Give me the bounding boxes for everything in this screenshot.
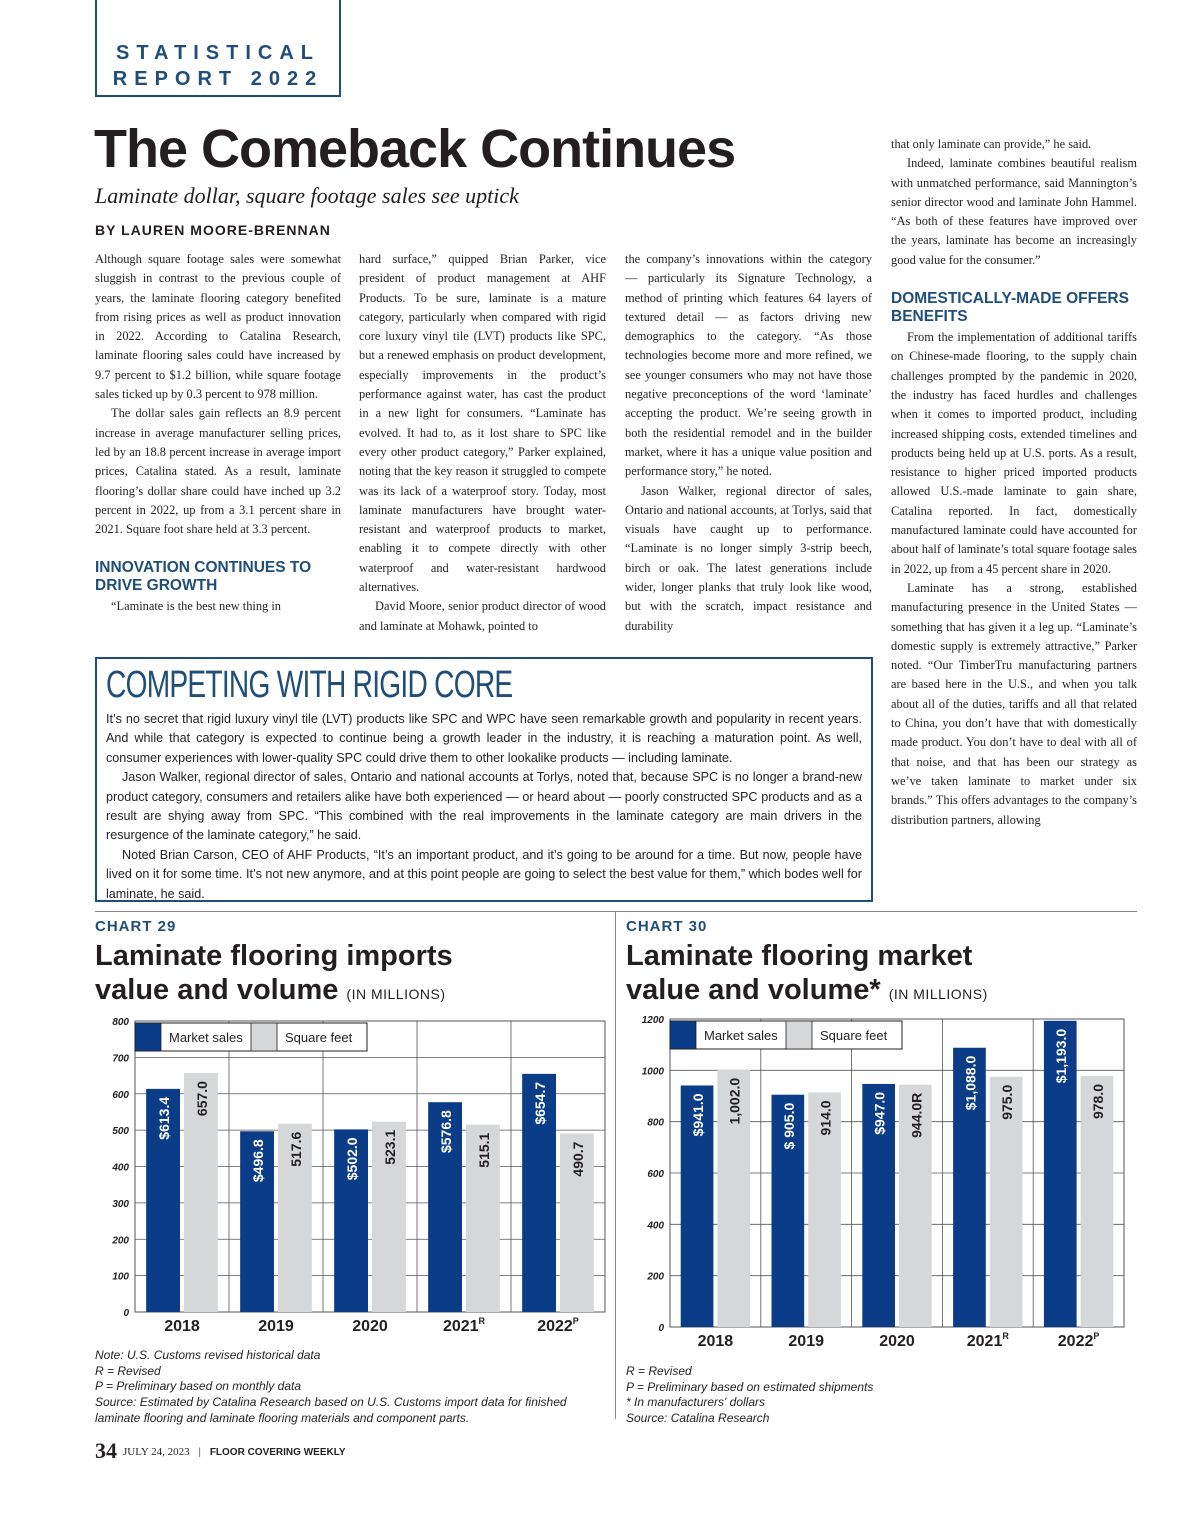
chart-29-title-line2-wrap: [95, 973, 453, 1011]
chart-note: Source: Catalina Research: [626, 1411, 770, 1426]
bar-value-label: $654.7: [532, 1081, 549, 1125]
bar-value-label: 914.0: [817, 1100, 834, 1136]
y-tick-label: 200: [112, 1235, 129, 1247]
chart-note: P = Preliminary based on monthly data: [95, 1379, 301, 1394]
legend-swatch-market-sales: [135, 1023, 161, 1051]
bar-value-label: $1,088.0: [962, 1055, 979, 1111]
paragraph: Jason Walker, regional director of sales, Ontario and national accounts, at Torlys, said that visuals have caught up to performance. “Laminate is no longer simply 3-strip beech, birch or oak. The latest generations include wider, longer planks that truly look like wood, but with the scratch, impact resistance and durability: [625, 483, 872, 633]
paragraph: hard surface,” quipped Brian Parker, vice president of product management at AHF Products. To be sure, laminate is a mature category, particularly when compared with rigid core luxury vinyl tile (LVT) products like SPC, but a renewed emphasis on product development, especially improvements in the product’s performance against water, has cast the product in a new light for consumers. “Laminate has evolved. It had to, as it lost share to SPC like every other product category,” Parker explained, noting that the key reason it struggled to compete was its lack of a waterproof story. Today, most laminate manufacturers have brought water-resistant and waterproof products to market, enabling it to compete directly with other waterproof and water-resistant hardwood alternatives.: [359, 252, 606, 595]
bar-value-label: 944.0R: [908, 1092, 925, 1138]
chart-30-plot: [626, 1010, 1138, 1360]
x-category-label: $2021^R$: [966, 1331, 1009, 1350]
bar-value-label: $576.8: [438, 1110, 455, 1154]
chart-29-title: [95, 939, 453, 1011]
bar-value-label: 978.0: [1089, 1083, 1106, 1120]
x-category-label: 2019: [788, 1333, 824, 1350]
sidebar-title: COMPETING WITH RIGID CORE: [106, 664, 513, 706]
bar-value-label: $941.0: [690, 1093, 707, 1137]
section-heading: DOMESTICALLY-MADE OFFERS BENEFITS: [891, 290, 1129, 326]
chart-30-notes: [626, 1364, 1136, 1427]
x-category-superscript: R: [1002, 1331, 1009, 1341]
x-category-label: 2018: [697, 1333, 734, 1350]
chart-30-title-line2: value and volume*: [626, 974, 881, 1006]
chart-29-label: CHART 29: [95, 918, 177, 935]
chart-30-title-line1: Laminate flooring market: [626, 940, 973, 972]
y-tick-label: 600: [112, 1089, 129, 1101]
paragraph: Indeed, laminate combines beautiful realism with unmatched performance, said Mannington’s senior director wood and laminate John Hammel. “As both of these features have improved over the years, laminate has become an increasingly good value for the consumer.”: [891, 156, 1137, 267]
bar-value-label: 517.6: [287, 1131, 304, 1167]
bar-value-label: 523.1: [381, 1129, 398, 1165]
sidebar-paragraph: Jason Walker, regional director of sales, Ontario and national accounts at Torlys, noted that, because SPC is no longer a brand-new product category, consumers and retailers alike have both experienced — or heard about — poorly constructed SPC products and as a result are shying away from SPC. “This combined with the real improvements in the laminate category are main drivers in the resurgence of the laminate category,” he said.: [106, 770, 862, 843]
x-category-label: 2020: [352, 1318, 388, 1335]
article-subheadline: Laminate dollar, square footage sales see uptick: [95, 183, 519, 208]
article-column-2: [359, 250, 606, 654]
paragraph: David Moore, senior product director of wood and laminate at Mohawk, pointed to: [359, 599, 606, 633]
chart-note: * In manufacturers' dollars: [626, 1395, 766, 1410]
paragraph: Although square footage sales were somewhat sluggish in contrast to the previous couple of years, the laminate flooring category benefited from rising prices as well as product innovation in 2022. According to Catalina Research, laminate flooring sales could have increased by 9.7 percent to $1.2 billion, while square footage sales ticked up by 0.3 percent to 978 million.: [95, 252, 341, 402]
paragraph: that only laminate can provide,” he said.: [891, 137, 1092, 151]
paragraph: the company’s innovations within the category — particularly its Signature Technology, a method of printing which features 64 layers of textured detail — as factors driving new demographics to the category. “As those technologies become more and more refined, we see younger consumers who may not have those negative preconceptions of the word ‘laminate’ accepting the product. We’re seeing growth in both the residential remodel and in the builder market, where it has a unique value position and performance story,” he noted.: [625, 252, 872, 479]
y-tick-label: 1200: [641, 1015, 664, 1026]
x-category-label: 2018: [164, 1318, 200, 1335]
article-column-1: [95, 250, 341, 654]
section-divider: [95, 911, 1137, 912]
paragraph: Laminate has a strong, established manufacturing presence in the United States — something that has given it a leg up. “Laminate’s domestic supply is extremely attractive,” Parker noted. “Our TimberTru manufacturing partners are based here in the U.S., and when you talk about all of the duties, tariffs and all that related to China, you don’t have that with domestically made product. You don’t have to deal with all of that noise, and that has been our strategy as we’ve taken laminate to market under six brands.” This offers advantages to the company’s distribution partners, allowing: [891, 580, 1137, 827]
chart-29-title-line2: value and volume: [95, 974, 339, 1006]
bar-value-label: 1,002.0: [726, 1077, 743, 1125]
x-category-label: 2020: [879, 1333, 915, 1350]
bar-value-label: 975.0: [999, 1084, 1016, 1120]
x-category-label: $2022^P$: [537, 1316, 579, 1335]
bar-value-label: $ 905.0: [780, 1102, 797, 1150]
bar-value-label: $613.4: [156, 1096, 173, 1140]
article-column-4: [891, 135, 1137, 907]
article-column-3: [625, 250, 872, 654]
x-category-superscript: P: [1093, 1331, 1100, 1341]
y-tick-label: 700: [112, 1053, 129, 1065]
sidebar-body: [106, 710, 862, 904]
page-number: 34: [95, 1438, 117, 1463]
section-label-box: [95, 0, 341, 97]
chart-note: Note: U.S. Customs revised historical data: [95, 1348, 321, 1362]
legend-label: Square feet: [285, 1030, 353, 1045]
chart-29-unit: (IN MILLIONS): [346, 986, 446, 1002]
legend-label: Market sales: [169, 1030, 243, 1045]
legend-label: Market sales: [704, 1028, 778, 1043]
article-headline: The Comeback Continues: [94, 119, 736, 179]
chart-note: R = Revised: [95, 1363, 161, 1378]
y-tick-label: 600: [647, 1169, 664, 1180]
section-label-line2: REPORT 2022: [112, 68, 324, 90]
chart-30-title-line2-wrap: [626, 973, 988, 1011]
section-label-line1: STATISTICAL: [115, 42, 321, 64]
sidebar-box: [95, 657, 873, 902]
sidebar-paragraph: Noted Brian Carson, CEO of AHF Products, “It’s an important product, and it’s going to be around for a time. But now, people have lived on it for some time. It’s not new anymore, and at this point people are going to select the best value for them,” which bodes well for laminate, he said.: [106, 847, 862, 901]
page-footer: [95, 1438, 346, 1464]
bar-value-label: $947.0: [871, 1091, 888, 1135]
legend-swatch-square-feet: [786, 1021, 812, 1049]
y-tick-label: 1000: [641, 1066, 664, 1078]
chart-note: R = Revised: [626, 1364, 692, 1378]
chart-30-unit: (IN MILLIONS): [888, 986, 988, 1002]
y-tick-label: 100: [112, 1271, 129, 1283]
bar-value-label: 515.1: [475, 1132, 492, 1168]
legend-swatch-square-feet: [251, 1023, 277, 1051]
paragraph: The dollar sales gain reflects an 8.9 percent increase in average manufacturer selling prices, led by an 18.8 percent increase in average import prices, Catalina stated. As a result, laminate flooring’s dollar share could have inched up 3.2 percent in 2022, up from a 3.1 percent share in 2021. Square foot share held at 3.3 percent.: [95, 406, 341, 537]
y-tick-label: 200: [647, 1271, 664, 1283]
chart-note: Source: Estimated by Catalina Research based on U.S. Customs import data for finished laminate flooring and laminate flooring materials and component parts.: [95, 1395, 567, 1425]
paragraph: “Laminate is the best new thing in: [111, 599, 281, 614]
x-category-label: $2021^R$: [442, 1316, 486, 1335]
x-category-superscript: P: [572, 1316, 579, 1326]
legend-swatch-market-sales: [670, 1021, 696, 1049]
x-category-label: $2022^P$: [1057, 1331, 1100, 1350]
y-tick-label: 300: [112, 1198, 129, 1210]
chart-30-title: [626, 939, 988, 1011]
y-tick-label: 400: [647, 1220, 664, 1232]
chart-29-plot: [95, 1014, 610, 1344]
bar-value-label: 490.7: [569, 1141, 586, 1177]
section-heading: INNOVATION CONTINUES TO DRIVE GROWTH: [95, 559, 312, 595]
y-tick-label: 800: [112, 1017, 129, 1028]
publication-name: FLOOR COVERING WEEKLY: [209, 1447, 346, 1458]
y-tick-label: 800: [647, 1117, 664, 1129]
chart-29-notes: [95, 1348, 610, 1427]
issue-date: JULY 24, 2023: [123, 1446, 190, 1458]
legend-label: Square feet: [820, 1028, 888, 1043]
bar-value-label: 657.0: [193, 1081, 210, 1117]
chart-29-title-line1: Laminate flooring imports: [95, 940, 453, 972]
chart-divider: [615, 911, 616, 1419]
y-tick-label: 0: [123, 1308, 129, 1319]
footer-separator: |: [198, 1447, 202, 1458]
sidebar-paragraph: It’s no secret that rigid luxury vinyl tile (LVT) products like SPC and WPC have seen remarkable growth and popularity in recent years. And while that category is expected to continue being a growth leader in the industry, it is reaching a maturation point. As well, consumer experiences with lower-quality SPC could drive them to other lookalike products — including laminate.: [106, 712, 862, 765]
y-tick-label: 400: [112, 1162, 129, 1174]
x-category-label: 2019: [258, 1318, 294, 1335]
bar-value-label: $496.8: [250, 1139, 267, 1183]
article-byline: BY LAUREN MOORE-BRENNAN: [95, 222, 331, 238]
paragraph: From the implementation of additional tariffs on Chinese-made flooring, to the supply chain challenges prompted by the pandemic in 2020, the industry has faced hurdles and challenges when it comes to imported product, including increased shipping costs, extended timelines and products being held up at U.S. ports. As a result, resistance to higher priced imported products allowed U.S.-made laminate to gain share, Catalina reported. In fact, domestically manufactured laminate could have accounted for about half of laminate’s total square footage sales in 2022, up from a 45 percent share in 2020.: [891, 330, 1137, 576]
y-tick-label: 500: [112, 1126, 129, 1138]
bar-value-label: $502.0: [344, 1137, 361, 1181]
bar-value-label: $1,193.0: [1053, 1028, 1070, 1084]
chart-note: P = Preliminary based on estimated shipments: [626, 1379, 874, 1394]
x-category-superscript: R: [478, 1316, 486, 1326]
chart-30-label: CHART 30: [626, 918, 708, 935]
y-tick-label: 0: [658, 1323, 664, 1334]
